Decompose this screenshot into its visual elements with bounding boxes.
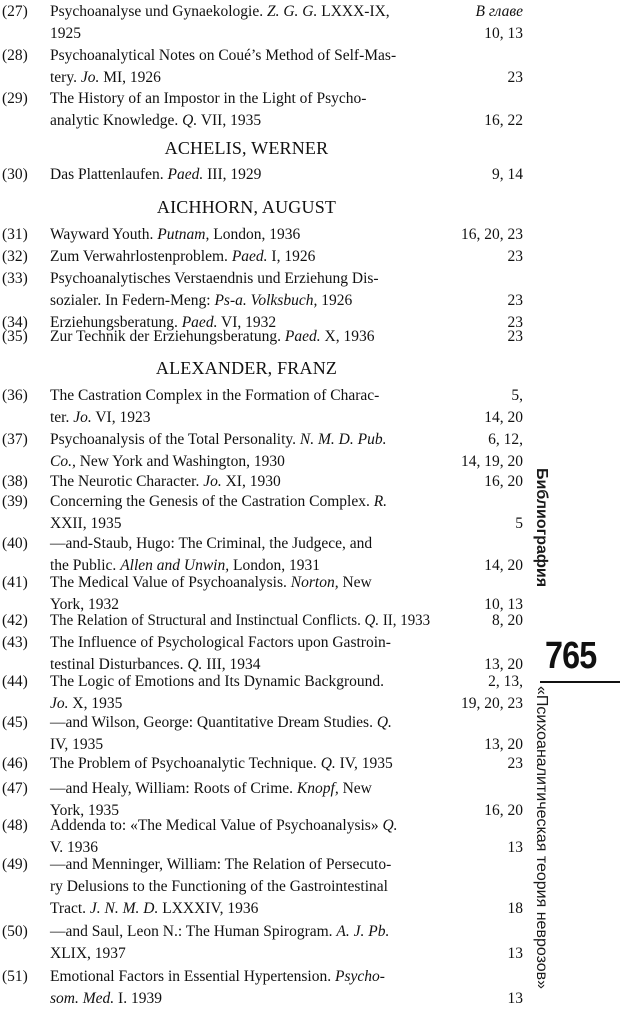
entry-text-run: —and Menninger, William: The Relation of Persecuto- (50, 856, 392, 873)
entry-text (50, 815, 398, 837)
entry-text-run: IV, 1935 (335, 755, 393, 772)
entry-source-italic: Knopf, (296, 780, 339, 797)
entry-text-run: The Medical Value of Psychoanalysis. (50, 574, 291, 591)
entry-number: (31) (2, 226, 28, 243)
entry-text (50, 246, 315, 268)
entry-line (0, 778, 525, 800)
entry-number: (29) (2, 90, 28, 107)
entry-text (50, 88, 366, 110)
entry-text-run: Emotional Factors in Essential Hypertension. (50, 968, 335, 985)
entry-text-run: VII, 1935 (197, 112, 262, 129)
entry-chapters: 18 (507, 900, 523, 917)
entry-number: (39) (2, 493, 28, 510)
entry-text (50, 23, 81, 45)
entry-line (0, 988, 525, 1010)
entry-text-run: LXXX-IX, (317, 3, 390, 20)
entry-text (50, 224, 300, 246)
entry-number: (44) (2, 673, 28, 690)
entry-text (50, 326, 374, 348)
entry-text (50, 921, 389, 943)
entry-text-run: The Problem of Psychoanalytic Technique. (50, 755, 321, 772)
entry-number: (34) (2, 314, 28, 331)
entry-text-run: London, 1931 (229, 557, 320, 574)
entry-source-italic: Jo. (50, 695, 69, 712)
entry-chapters: 13, 20 (484, 736, 523, 753)
entry-source-italic: Jo. (203, 473, 222, 490)
entry-chapters: 16, 20 (484, 473, 523, 490)
entry-text (50, 1, 390, 23)
entry-chapters: 6, 12, (488, 431, 523, 448)
chapter-column-header: В главе (475, 3, 523, 20)
entry-source-italic: Q. (376, 714, 392, 731)
entry-chapters: 16, 20, 23 (461, 226, 523, 243)
entry-chapters: 16, 22 (484, 112, 523, 129)
entry-text (50, 290, 352, 312)
entry-source-italic: Ps-a. Volksbuch, (214, 292, 318, 309)
entry-text-run: X, 1936 (320, 328, 375, 345)
entry-number: (30) (2, 166, 28, 183)
entry-line (0, 632, 525, 654)
entry-line (0, 23, 525, 45)
entry-text-run: Zum Verwahrlostenproblem. (50, 248, 232, 265)
entry-chapters: 23 (507, 292, 523, 309)
entry-line (0, 246, 525, 268)
entry-line (0, 671, 525, 693)
entry-source-italic: Paed. (284, 328, 321, 345)
entry-text-run: The Logic of Emotions and Its Dynamic Background. (50, 673, 385, 690)
entry-text (50, 471, 281, 493)
entry-line (0, 854, 525, 876)
entry-text-run: the Public. (50, 557, 121, 574)
entry-chapters: 16, 20 (484, 802, 523, 819)
entry-text (50, 988, 162, 1010)
entry-source-italic: Jo. (73, 409, 92, 426)
entry-source-italic: Norton, (290, 574, 339, 591)
entry-text-run: York, 1932 (50, 596, 120, 613)
author-heading-alexander: ALEXANDER, FRANZ (155, 358, 338, 378)
entry-text-run: Tract. (50, 900, 90, 917)
entry-text-run: Psychoanalytisches Verstaendnis und Erziehung Dis- (50, 270, 379, 287)
section-title: Библиография (533, 468, 550, 588)
page-number-rule (540, 681, 620, 683)
entry-chapters: 10, 13 (484, 596, 523, 613)
entry-line (0, 45, 525, 67)
entry-source-italic: Q. (182, 112, 198, 129)
running-margin (526, 468, 584, 988)
entry-text-run: MI, 1926 (99, 69, 161, 86)
entry-source-italic: Psycho- (334, 968, 385, 985)
entry-text-run: LXXXIV, 1936 (158, 900, 259, 917)
entry-text-run: ry Delusions to the Functioning of the Gastrointestinal (50, 878, 388, 895)
entry-source-italic: Paed. (181, 314, 218, 331)
book-title: «Психоаналитическая теория неврозов» (533, 686, 550, 990)
entry-chapters: 14, 20 (484, 557, 523, 574)
entry-number: (32) (2, 248, 28, 265)
entry-text (50, 610, 430, 632)
entry-chapters: 23 (507, 755, 523, 772)
entry-number: (51) (2, 968, 28, 985)
entry-chapters: 13 (507, 990, 523, 1007)
entry-text (50, 966, 385, 988)
entry-source-italic: A. J. Pb. (336, 923, 390, 940)
entry-number: (33) (2, 270, 28, 287)
entry-text-run: XXII, 1935 (50, 515, 122, 532)
entry-number: (47) (2, 780, 28, 797)
entry-line (0, 1, 525, 23)
entry-text-run: London, 1936 (209, 226, 301, 243)
entry-line (0, 533, 525, 555)
entry-text (50, 572, 372, 594)
entry-text (50, 898, 258, 920)
entry-text-run: The Neurotic Character. (50, 473, 204, 490)
entry-chapters: 5 (515, 515, 523, 532)
entry-text-run: 1925 (50, 25, 81, 42)
entry-number: (36) (2, 387, 28, 404)
entry-line (0, 572, 525, 594)
entry-text (50, 45, 396, 67)
entry-source-italic: Allen and Unwin, (120, 557, 230, 574)
entry-line (0, 610, 525, 632)
entry-source-italic: R. (373, 493, 388, 510)
entry-source-italic: Jo. (80, 69, 100, 86)
entry-line (0, 110, 525, 132)
entry-line (0, 88, 525, 110)
entry-chapters: 5, (511, 387, 523, 404)
entry-chapters: 10, 13 (484, 25, 523, 42)
entry-line (0, 753, 525, 775)
entry-text-run: tery. (50, 69, 81, 86)
entry-text-run: sozialer. In Federn-Meng: (50, 292, 215, 309)
entry-line (0, 429, 525, 451)
entry-number: (48) (2, 817, 28, 834)
entry-text (50, 854, 391, 876)
entry-text-run: The Influence of Psychological Factors upon Gastroin- (50, 634, 391, 651)
entry-text (50, 671, 384, 693)
entry-chapters: 23 (507, 248, 523, 265)
entry-text-run: Psychoanalyse und Gynaekologie. (50, 3, 267, 20)
entry-source-italic: Co., (50, 453, 76, 470)
entry-text-run: X, 1935 (68, 695, 123, 712)
entry-text (50, 67, 161, 89)
entry-text-run: V. 1936 (50, 839, 98, 856)
entry-text (50, 164, 261, 186)
entry-number: (45) (2, 714, 28, 731)
entry-text-run: IV, 1935 (50, 736, 104, 753)
entry-source-italic: Q. (364, 612, 380, 629)
entry-line (0, 164, 525, 186)
entry-text-run: Erziehungsberatung. (50, 314, 182, 331)
entry-text (50, 712, 392, 734)
entry-line (0, 815, 525, 837)
entry-chapters: 14, 20 (484, 409, 523, 426)
entry-text-run: New (338, 780, 372, 797)
entry-text-run: Zur Technik der Erziehungsberatung. (50, 328, 285, 345)
entry-number: (49) (2, 856, 28, 873)
entry-text (50, 451, 285, 473)
entry-text-run: Addenda to: «The Medical Value of Psychoanalysis» (50, 817, 383, 834)
entry-line (0, 385, 525, 407)
entry-line (0, 921, 525, 943)
entry-text (50, 268, 379, 290)
entry-chapters: 8, 20 (492, 612, 523, 629)
entry-text-run: analytic Knowledge. (50, 112, 183, 129)
entry-source-italic: som. Med. (50, 990, 115, 1007)
entry-number: (43) (2, 634, 28, 651)
entry-text-run: The Relation of Structural and Instinctual Conflicts. (50, 612, 365, 629)
entry-text (50, 876, 388, 898)
entry-chapters: 9, 14 (492, 166, 523, 183)
entry-source-italic: Z. G. G. (266, 3, 318, 20)
entry-line (0, 513, 525, 535)
entry-text-run: Psychoanalytical Notes on Coué’s Method of Self-Mas- (50, 47, 397, 64)
entry-number: (37) (2, 431, 28, 448)
entry-chapters: 23 (507, 328, 523, 345)
entry-chapters: 14, 19, 20 (461, 453, 523, 470)
entry-text-run: Wayward Youth. (50, 226, 158, 243)
entry-chapters: 13, 20 (484, 656, 523, 673)
entry-line (0, 326, 525, 348)
entry-text (50, 753, 393, 775)
entry-text-run: I, 1926 (267, 248, 316, 265)
entry-text-run: —and Healy, William: Roots of Crime. (50, 780, 297, 797)
entry-number: (40) (2, 535, 28, 552)
entry-source-italic: Q. (382, 817, 398, 834)
entry-source-italic: N. M. D. Pub. (299, 431, 387, 448)
author-heading-aichhorn: AICHHORN, AUGUST (156, 197, 337, 217)
entry-number: (27) (2, 3, 28, 20)
entry-source-italic: Paed. (231, 248, 268, 265)
entry-text-run: Psychoanalysis of the Total Personality. (50, 431, 300, 448)
entry-chapters: 19, 20, 23 (461, 695, 523, 712)
page-number: 765 (545, 635, 597, 677)
entry-text (50, 632, 391, 654)
entry-text-run: The History of an Impostor in the Light of Psycho- (50, 90, 367, 107)
entry-source-italic: Putnam, (157, 226, 210, 243)
entry-text-run: New (338, 574, 372, 591)
entry-line (0, 290, 525, 312)
entry-line (0, 451, 525, 473)
entry-number: (46) (2, 755, 28, 772)
entry-source-italic: J. N. M. D. (89, 900, 159, 917)
entry-text-run: I. 1939 (114, 990, 162, 1007)
entry-text-run: II, 1933 (379, 612, 431, 629)
entry-source-italic: Q. (320, 755, 336, 772)
entry-line (0, 224, 525, 246)
entry-text-run: III, 1934 (202, 656, 261, 673)
entry-source-italic: Paed. (167, 166, 204, 183)
entry-line (0, 67, 525, 89)
entry-line (0, 407, 525, 429)
entry-line (0, 491, 525, 513)
entry-text-run: testinal Disturbances. (50, 656, 188, 673)
entry-chapters: 23 (507, 314, 523, 331)
entry-number: (42) (2, 612, 28, 629)
author-heading-achelis: ACHELIS, WERNER (164, 138, 329, 158)
entry-line (0, 712, 525, 734)
entry-text-run: —and-Staub, Hugo: The Criminal, the Judgece, and (50, 535, 373, 552)
entry-chapters: 13 (507, 839, 523, 856)
entry-text (50, 943, 126, 965)
entry-text-run: XLIX, 1937 (50, 945, 126, 962)
entry-line (0, 943, 525, 965)
entry-text-run: VI, 1932 (217, 314, 277, 331)
entry-number: (50) (2, 923, 28, 940)
entry-line (0, 898, 525, 920)
entry-line (0, 471, 525, 493)
entry-text-run: XI, 1930 (221, 473, 281, 490)
entry-text-run: Concerning the Genesis of the Castration Complex. (50, 493, 374, 510)
entry-text-run: VI, 1923 (91, 409, 151, 426)
entry-number: (38) (2, 473, 28, 490)
entry-text-run: Das Plattenlaufen. (50, 166, 168, 183)
entry-line (0, 268, 525, 290)
entry-text (50, 491, 387, 513)
entry-text (50, 110, 261, 132)
entry-text-run: —and Wilson, George: Quantitative Dream Studies. (50, 714, 377, 731)
entry-chapters: 13 (507, 945, 523, 962)
entry-line (0, 876, 525, 898)
entry-text (50, 778, 372, 800)
entry-number: (41) (2, 574, 28, 591)
entry-number: (35) (2, 328, 28, 345)
entry-text (50, 533, 372, 555)
entry-text-run: ter. (50, 409, 74, 426)
entry-text-run: 1926 (317, 292, 353, 309)
entry-text (50, 407, 150, 429)
entry-chapters: 23 (507, 69, 523, 86)
entry-line (0, 966, 525, 988)
entry-text-run: —and Saul, Leon N.: The Human Spirogram. (50, 923, 337, 940)
entry-source-italic: Q. (187, 656, 203, 673)
entry-text (50, 385, 379, 407)
entry-text-run: III, 1929 (203, 166, 262, 183)
entry-text-run: New York and Washington, 1930 (75, 453, 285, 470)
entry-text (50, 513, 121, 535)
entry-chapters: 2, 13, (488, 673, 523, 690)
entry-text (50, 429, 386, 451)
entry-number: (28) (2, 47, 28, 64)
entry-text-run: York, 1935 (50, 802, 120, 819)
entry-text-run: The Castration Complex in the Formation of Charac- (50, 387, 380, 404)
